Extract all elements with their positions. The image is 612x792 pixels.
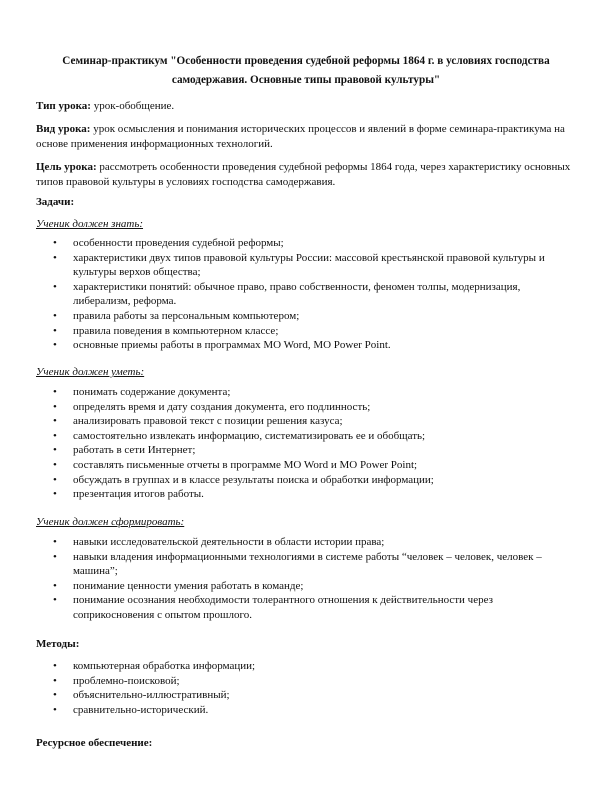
lesson-type-label: Тип урока: [36,100,91,112]
list-item: • понимание ценности умения работать в команде; [36,579,572,594]
list-item: • навыки исследовательской деятельности в области истории права; [36,535,572,550]
formed-list [36,535,572,623]
list-item: • компьютерная обработка информации; [36,659,572,674]
know-list [36,236,572,353]
resources-heading: Ресурсное обеспечение: [36,737,153,749]
lesson-type-value: урок-обобщение. [90,100,175,112]
list-item: • понимание осознания необходимости толерантного отношения к действительности через соприкосновения с опытом прошлого. [36,593,572,622]
list-item: • навыки владения информационными технологиями в системе работы “человек – человек, человек – машина”; [36,550,572,579]
know-heading: Ученик должен знать: [36,218,144,230]
lesson-goal-label: Цель урока: [36,161,97,173]
lesson-type [36,99,572,114]
list-item: • презентация итогов работы. [36,487,572,502]
list-item: • обсуждать в группах и в классе результаты поиска и обработки информации; [36,473,572,488]
lesson-kind [36,122,572,152]
list-item: • анализировать правовой текст с позиции решения казуса; [36,414,572,429]
able-heading: Ученик должен уметь: [36,366,145,378]
list-item: • самостоятельно извлекать информацию, систематизировать ее и обобщать; [36,429,572,444]
lesson-goal-value: рассмотреть особенности проведения судебной реформы 1864 года, через характеристику основных типов правовой культуры в условиях господства самодержавия. [36,161,571,188]
lesson-kind-value: урок осмысления и понимания исторических процессов и явлений в форме семинара-практикума на основе применения информационных технологий. [36,123,565,150]
list-item: • сравнительно-исторический. [36,703,572,718]
list-item: • характеристики понятий: обычное право, право собственности, феномен толпы, модернизация, либерализм, реформа. [36,280,572,309]
list-item: • правила работы за персональным компьютером; [36,309,572,324]
list-item: • особенности проведения судебной реформы; [36,236,572,251]
methods-heading: Методы: [36,638,80,650]
tasks-heading: Задачи: [36,196,75,208]
methods-list [36,659,572,717]
list-item: • определять время и дату создания документа, его подлинность; [36,400,572,415]
list-item: • составлять письменные отчеты в программе MO Word и MO Power Point; [36,458,572,473]
list-item: • основные приемы работы в программах MO Word, MO Power Point. [36,338,572,353]
list-item: • работать в сети Интернет; [36,443,572,458]
list-item: • понимать содержание документа; [36,385,572,400]
list-item: • проблемно-поисковой; [36,674,572,689]
document-title: Семинар-практикум "Особенности проведения судебной реформы 1864 г. в условиях господства самодержавия. Основные типы правовой культуры" [62,55,550,86]
formed-heading: Ученик должен сформировать: [36,516,185,528]
list-item: • объяснительно-иллюстративный; [36,688,572,703]
lesson-kind-label: Вид урока: [36,123,91,135]
list-item: • правила поведения в компьютерном классе; [36,324,572,339]
lesson-goal [36,160,572,190]
list-item: • характеристики двух типов правовой культуры России: массовой крестьянской правовой культуры и культуры верхов общества; [36,251,572,280]
able-list [36,385,572,502]
